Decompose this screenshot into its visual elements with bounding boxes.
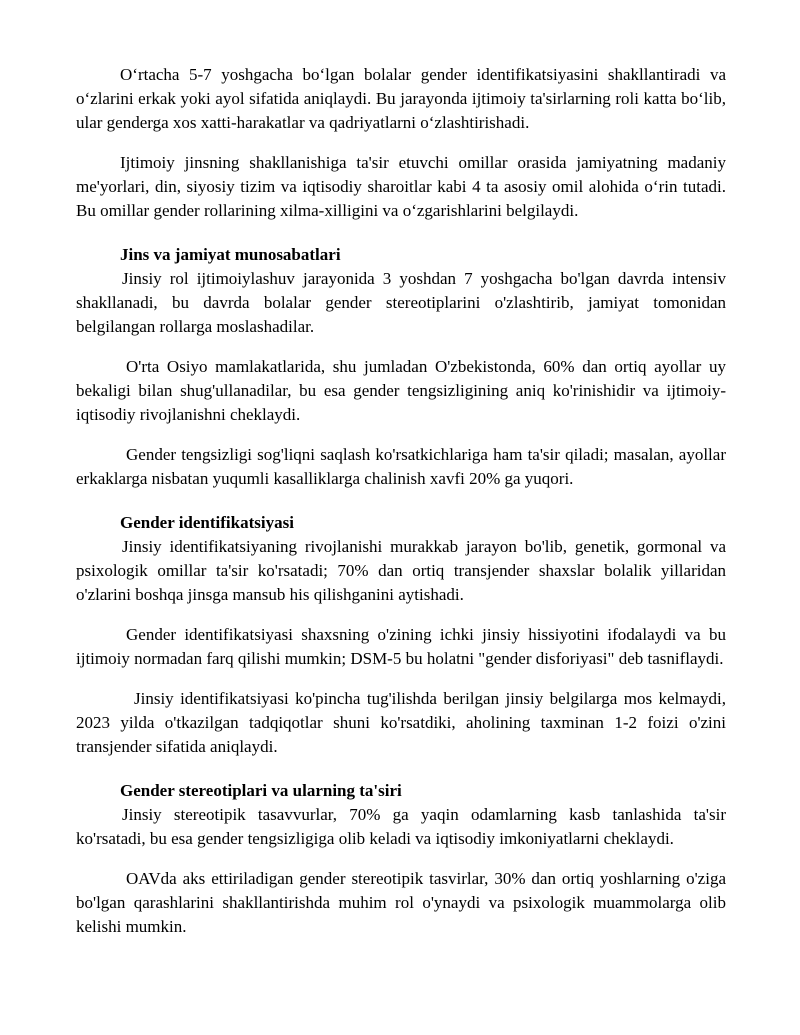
document-body [76,63,726,939]
section-1-paragraph-3: Gender tengsizligi sog'liqni saqlash ko'rsatkichlariga ham ta'sir qiladi; masalan, ayollar erkaklarga nisbatan yuqumli kasalliklarga chalinish xavfi 20% ga yuqori. [76,445,726,488]
section-3-paragraph-2: OAVda aks ettiriladigan gender stereotipik tasvirlar, 30% dan ortiq yoshlarning o'ziga bo'lgan qarashlarini shakllantirishda muhim rol o'ynaydi va psixologik muammolarga olib kelishi mumkin. [76,869,726,936]
section-2-paragraph-2: Gender identifikatsiyasi shaxsning o'zining ichki jinsiy hissiyotini ifodalaydi va bu ijtimoiy normadan farq qilishi mumkin; DSM-5 bu holatni "gender disforiyasi" deb tasniflaydi. [76,625,726,668]
section-1-paragraph-2: O'rta Osiyo mamlakatlarida, shu jumladan O'zbekistonda, 60% dan ortiq ayollar uy bekaligi bilan shug'ullanadilar, bu esa gender tengsizligining aniq ko'rinishidir va ijtimoiy-iqtisodiy rivojlanishni cheklaydi. [76,357,726,424]
section-heading-jins-va-jamiyat: Jins va jamiyat munosabatlari [120,245,341,264]
intro-paragraph-2: Ijtimoiy jinsning shakllanishiga ta'sir etuvchi omillar orasida jamiyatning madaniy me'yorlari, din, siyosiy tizim va iqtisodiy sharoitlar kabi 4 ta asosiy omil alohida o‘rin tutadi. Bu omillar gender rollarining xilma-xilligini va o‘zgarishlarini belgilaydi. [76,153,726,220]
section-3-paragraph-1: Jinsiy stereotipik tasavvurlar, 70% ga yaqin odamlarning kasb tanlashida ta'sir ko'rsatadi, bu esa gender tengsizligiga olib keladi va iqtisodiy imkoniyatlarni cheklaydi. [76,805,726,848]
intro-paragraph-1: O‘rtacha 5-7 yoshgacha bo‘lgan bolalar gender identifikatsiyasini shakllantiradi va o‘zlarini erkak yoki ayol sifatida aniqlaydi. Bu jarayonda ijtimoiy ta'sirlarning roli katta bo‘lib, ular genderga xos xatti-harakatlar va qadriyatlarni o‘zlashtirishadi. [76,65,726,132]
section-2-paragraph-1: Jinsiy identifikatsiyaning rivojlanishi murakkab jarayon bo'lib, genetik, gormonal va psixologik omillar ta'sir ko'rsatadi; 70% dan ortiq transjender shaxslar bolalik yillaridan o'zlarini boshqa jinsga mansub his qilishganini aytishadi. [76,537,726,604]
section-1-paragraph-1: Jinsiy rol ijtimoiylashuv jarayonida 3 yoshdan 7 yoshgacha bo'lgan davrda intensiv shakllanadi, bu davrda bolalar gender stereotiplarini o'zlashtirib, jamiyat tomonidan belgilangan rollarga moslashadilar. [76,269,726,336]
section-2-paragraph-3: Jinsiy identifikatsiyasi ko'pincha tug'ilishda berilgan jinsiy belgilarga mos kelmaydi, 2023 yilda o'tkazilgan tadqiqotlar shuni ko'rsatdiki, aholining taxminan 1-2 foizi o'zini transjender sifatida aniqlaydi. [76,689,726,756]
section-heading-gender-stereotiplari: Gender stereotiplari va ularning ta'siri [120,781,402,800]
section-heading-gender-identifikatsiyasi: Gender identifikatsiyasi [120,513,294,532]
